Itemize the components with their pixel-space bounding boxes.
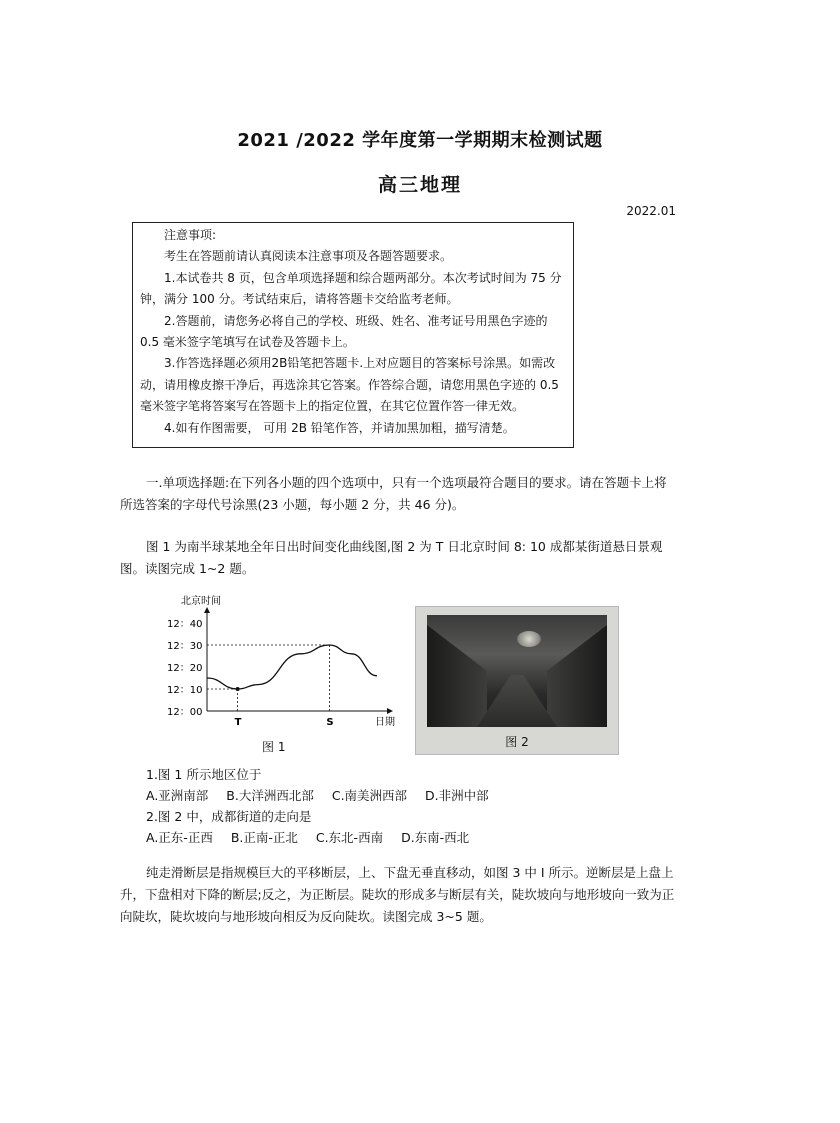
y-tick-label: 12：00 <box>167 707 203 718</box>
x-axis-arrow <box>387 708 393 714</box>
exam-title: 2021 /2022 学年度第一学期期末检测试题 <box>237 130 603 151</box>
building-right <box>547 625 607 727</box>
building-left <box>427 625 487 727</box>
option-b[interactable]: B.正南-正北 <box>230 830 298 845</box>
y-axis-label: 北京时间 <box>181 596 221 607</box>
option-d[interactable]: D.东南-西北 <box>401 830 470 845</box>
option-a[interactable]: A.正东-正西 <box>146 830 213 845</box>
notice-heading: 注意事项: <box>164 228 217 242</box>
min-point <box>236 687 240 691</box>
y-tick-label: 12：10 <box>167 685 203 696</box>
question-options <box>146 827 503 848</box>
figure-1-caption: 图 1 <box>262 740 286 754</box>
street-road <box>477 675 557 727</box>
option-a[interactable]: A.亚洲南部 <box>146 788 209 803</box>
question-options <box>146 785 503 806</box>
question-stem: 2.图 2 中，成都街道的走向是 <box>146 809 312 824</box>
passage-2: 纯走滑断层是指规模巨大的平移断层，上、下盘无垂直移动，如图 3 中 I 所示。逆断层是上盘上升，下盘相对下降的断层;反之，为正断层。陡坎的形成多与断层有关，陡坎坡向与地形坡向一致为正向陡坎，陡坎坡向与地形坡向相反为反向陡坎。读图完成 3~5 题。 <box>120 865 675 924</box>
figure-2-caption: 图 2 <box>505 735 529 749</box>
y-tick-label: 12：30 <box>167 641 203 652</box>
y-tick-label: 12：20 <box>167 663 203 674</box>
question-1 <box>146 764 503 848</box>
figure-1-chart <box>165 588 395 758</box>
exam-subject: 高三地理 <box>377 174 462 196</box>
x-tick-label: T <box>234 717 242 728</box>
question-stem: 1.图 1 所示地区位于 <box>146 767 262 782</box>
notice-line: 2.答题前，请您务必将自己的学校、班级、姓名、准考证号用黑色字迹的 0.5 毫米签字笔填写在试卷及答题卡上。 <box>140 313 548 350</box>
notice-line: 4.如有作图需要， 可用 2B 铅笔作答，并请加黑加粗，描写清楚。 <box>164 420 515 435</box>
y-axis-arrow <box>204 607 210 613</box>
option-c[interactable]: C.南美洲西部 <box>331 788 408 803</box>
sunrise-curve <box>207 645 377 689</box>
section-intro: 一.单项选择题:在下列各小题的四个选项中，只有一个选项最符合题目的要求。请在答题卡上将所选答案的字母代号涂黑(23 小题，每小题 2 分，共 46 分)。 <box>120 475 667 512</box>
option-d[interactable]: D.非洲中部 <box>425 788 489 803</box>
street-photo <box>427 615 607 727</box>
notice-line: 3.作答选择题必须用2B铅笔把答题卡.上对应题目的答案标号涂黑。如需改动，请用橡皮擦干净后，再选涂其它答案。作答综合题，请您用黑色字迹的 0.5 毫米签字笔将答案写在答题卡上的指定位置，在其它位置作答一律无效。 <box>140 356 559 414</box>
figure-2-photo <box>415 606 619 755</box>
notice-box <box>132 222 574 448</box>
y-tick-label: 12：40 <box>167 619 203 630</box>
option-c[interactable]: C.东北-西南 <box>315 830 384 845</box>
exam-date: 2022.01 <box>626 204 676 218</box>
notice-line: 1.本试卷共 8 页，包含单项选择题和综合题两部分。本次考试时间为 75 分钟，满分 100 分。考试结束后，请将答题卡交给监考老师。 <box>140 270 562 307</box>
x-tick-label: S <box>326 717 334 728</box>
x-axis-label: 日期 <box>375 717 395 728</box>
sun-disc <box>517 631 541 647</box>
notice-line: 考生在答题前请认真阅读本注意事项及各题答题要求。 <box>164 249 453 264</box>
option-b[interactable]: B.大洋洲西北部 <box>226 788 314 803</box>
passage-1: 图 1 为南半球某地全年日出时间变化曲线图,图 2 为 T 日北京时间 8: 10 成都某街道悬日景观图。读图完成 1~2 题。 <box>120 539 663 576</box>
